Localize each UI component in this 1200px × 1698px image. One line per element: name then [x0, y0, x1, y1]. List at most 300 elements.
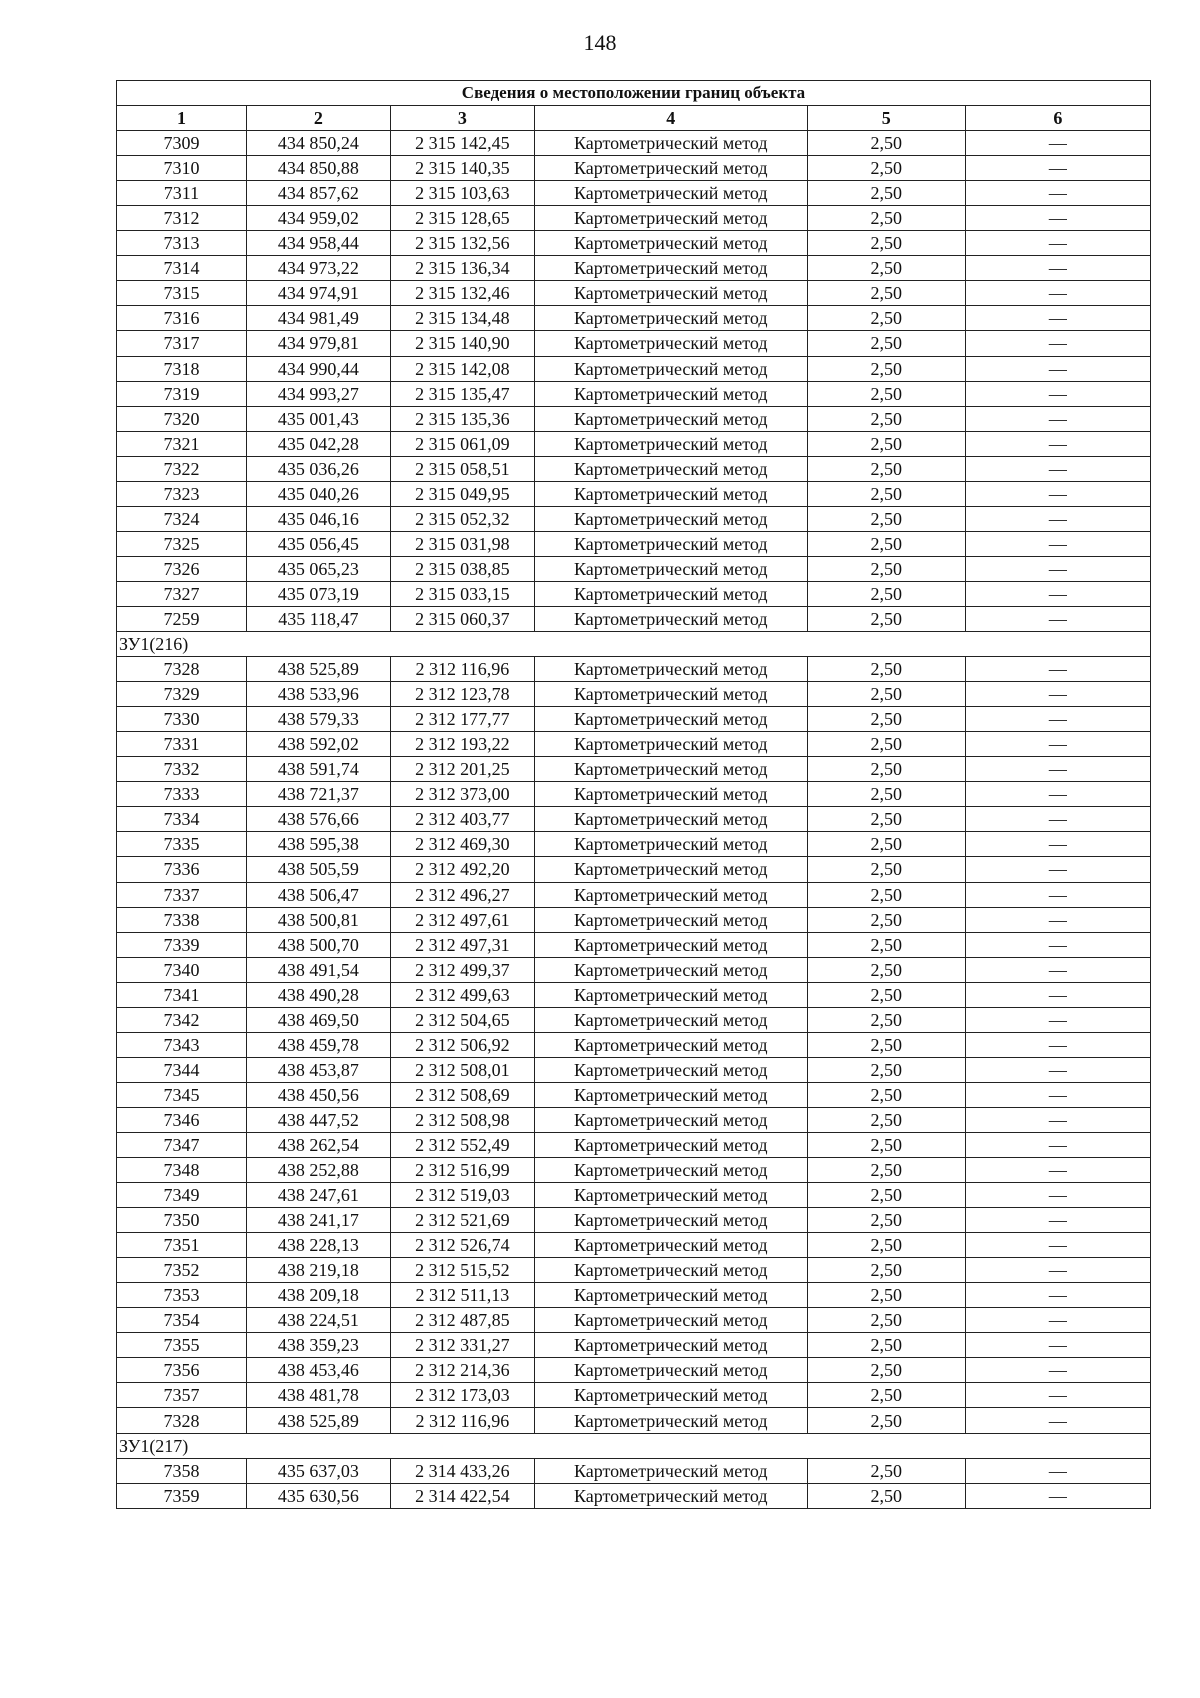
coordinate-y-cell: 2 312 511,13: [390, 1283, 534, 1308]
note-cell: —: [965, 131, 1150, 156]
accuracy-cell: 2,50: [807, 1158, 965, 1183]
table-row: [117, 131, 1151, 156]
accuracy-cell: 2,50: [807, 506, 965, 531]
table-row: [117, 932, 1151, 957]
method-cell: Картометрический метод: [534, 331, 807, 356]
method-cell: Картометрический метод: [534, 1358, 807, 1383]
coordinate-x-cell: 434 959,02: [246, 206, 390, 231]
coordinate-x-cell: 438 505,59: [246, 857, 390, 882]
coordinate-x-cell: 438 450,56: [246, 1082, 390, 1107]
method-cell: Картометрический метод: [534, 406, 807, 431]
coordinate-x-cell: 438 592,02: [246, 732, 390, 757]
table-row: [117, 1032, 1151, 1057]
point-number-cell: 7358: [117, 1458, 247, 1483]
table-row: [117, 1483, 1151, 1508]
coordinate-y-cell: 2 314 433,26: [390, 1458, 534, 1483]
note-cell: —: [965, 1057, 1150, 1082]
table-row: [117, 1057, 1151, 1082]
coordinate-y-cell: 2 315 128,65: [390, 206, 534, 231]
coordinate-y-cell: 2 315 132,56: [390, 231, 534, 256]
method-cell: Картометрический метод: [534, 782, 807, 807]
note-cell: —: [965, 1383, 1150, 1408]
coordinate-y-cell: 2 312 526,74: [390, 1233, 534, 1258]
coordinate-x-cell: 438 453,46: [246, 1358, 390, 1383]
section-header-row: [117, 632, 1151, 657]
table-row: [117, 331, 1151, 356]
coordinate-y-cell: 2 312 403,77: [390, 807, 534, 832]
note-cell: —: [965, 1258, 1150, 1283]
point-number-cell: 7323: [117, 481, 247, 506]
point-number-cell: 7345: [117, 1082, 247, 1107]
accuracy-cell: 2,50: [807, 231, 965, 256]
table-row: [117, 1358, 1151, 1383]
method-cell: Картометрический метод: [534, 1333, 807, 1358]
accuracy-cell: 2,50: [807, 1082, 965, 1107]
point-number-cell: 7349: [117, 1183, 247, 1208]
point-number-cell: 7346: [117, 1107, 247, 1132]
table-row: [117, 481, 1151, 506]
note-cell: —: [965, 456, 1150, 481]
table-row: [117, 782, 1151, 807]
point-number-cell: 7328: [117, 1408, 247, 1433]
accuracy-cell: 2,50: [807, 1233, 965, 1258]
coordinate-x-cell: 434 993,27: [246, 381, 390, 406]
table-caption-row: [117, 81, 1151, 106]
accuracy-cell: 2,50: [807, 556, 965, 581]
table-row: [117, 1183, 1151, 1208]
table-row: [117, 807, 1151, 832]
point-number-cell: 7344: [117, 1057, 247, 1082]
table-row: [117, 606, 1151, 631]
note-cell: —: [965, 1308, 1150, 1333]
coordinate-x-cell: 435 630,56: [246, 1483, 390, 1508]
coordinate-y-cell: 2 315 135,47: [390, 381, 534, 406]
point-number-cell: 7335: [117, 832, 247, 857]
coordinate-x-cell: 434 973,22: [246, 256, 390, 281]
accuracy-cell: 2,50: [807, 531, 965, 556]
table-caption: Сведения о местоположении границ объекта: [117, 81, 1151, 106]
table-row: [117, 1408, 1151, 1433]
note-cell: —: [965, 1233, 1150, 1258]
section-label: ЗУ1(216): [117, 632, 1151, 657]
coordinate-x-cell: 438 359,23: [246, 1333, 390, 1358]
column-number: 1: [117, 106, 247, 131]
table-row: [117, 907, 1151, 932]
coordinate-y-cell: 2 312 506,92: [390, 1032, 534, 1057]
table-row: [117, 506, 1151, 531]
coordinate-x-cell: 438 500,81: [246, 907, 390, 932]
note-cell: —: [965, 606, 1150, 631]
method-cell: Картометрический метод: [534, 356, 807, 381]
point-number-cell: 7336: [117, 857, 247, 882]
point-number-cell: 7354: [117, 1308, 247, 1333]
coordinate-y-cell: 2 312 508,01: [390, 1057, 534, 1082]
accuracy-cell: 2,50: [807, 732, 965, 757]
method-cell: Картометрический метод: [534, 1458, 807, 1483]
table-row: [117, 982, 1151, 1007]
accuracy-cell: 2,50: [807, 1208, 965, 1233]
accuracy-cell: 2,50: [807, 206, 965, 231]
coordinate-y-cell: 2 315 103,63: [390, 181, 534, 206]
method-cell: Картометрический метод: [534, 1233, 807, 1258]
point-number-cell: 7359: [117, 1483, 247, 1508]
coordinate-y-cell: 2 315 033,15: [390, 581, 534, 606]
coordinate-y-cell: 2 312 499,37: [390, 957, 534, 982]
note-cell: —: [965, 431, 1150, 456]
coordinate-y-cell: 2 312 496,27: [390, 882, 534, 907]
coordinate-x-cell: 434 974,91: [246, 281, 390, 306]
table-row: [117, 957, 1151, 982]
note-cell: —: [965, 356, 1150, 381]
table-row: [117, 682, 1151, 707]
point-number-cell: 7357: [117, 1383, 247, 1408]
method-cell: Картометрический метод: [534, 506, 807, 531]
accuracy-cell: 2,50: [807, 857, 965, 882]
note-cell: —: [965, 757, 1150, 782]
point-number-cell: 7314: [117, 256, 247, 281]
coordinate-y-cell: 2 315 049,95: [390, 481, 534, 506]
method-cell: Картометрический метод: [534, 531, 807, 556]
coordinate-y-cell: 2 312 177,77: [390, 707, 534, 732]
coordinate-y-cell: 2 312 508,69: [390, 1082, 534, 1107]
method-cell: Картометрический метод: [534, 181, 807, 206]
point-number-cell: 7316: [117, 306, 247, 331]
accuracy-cell: 2,50: [807, 1057, 965, 1082]
note-cell: —: [965, 1107, 1150, 1132]
point-number-cell: 7341: [117, 982, 247, 1007]
coordinate-y-cell: 2 312 173,03: [390, 1383, 534, 1408]
accuracy-cell: 2,50: [807, 281, 965, 306]
method-cell: Картометрический метод: [534, 707, 807, 732]
note-cell: —: [965, 1458, 1150, 1483]
method-cell: Картометрический метод: [534, 581, 807, 606]
coordinate-y-cell: 2 312 487,85: [390, 1308, 534, 1333]
table-row: [117, 231, 1151, 256]
coordinate-x-cell: 434 981,49: [246, 306, 390, 331]
method-cell: Картометрический метод: [534, 982, 807, 1007]
coordinate-y-cell: 2 312 516,99: [390, 1158, 534, 1183]
note-cell: —: [965, 331, 1150, 356]
note-cell: —: [965, 782, 1150, 807]
table-row: [117, 181, 1151, 206]
method-cell: Картометрический метод: [534, 932, 807, 957]
coordinate-y-cell: 2 312 331,27: [390, 1333, 534, 1358]
table-row: [117, 456, 1151, 481]
note-cell: —: [965, 1333, 1150, 1358]
coordinate-y-cell: 2 315 038,85: [390, 556, 534, 581]
method-cell: Картометрический метод: [534, 1283, 807, 1308]
section-header-row: [117, 1433, 1151, 1458]
table-row: [117, 1233, 1151, 1258]
method-cell: Картометрический метод: [534, 1408, 807, 1433]
table-row: [117, 1333, 1151, 1358]
coordinate-x-cell: 438 453,87: [246, 1057, 390, 1082]
table-row: [117, 857, 1151, 882]
method-cell: Картометрический метод: [534, 1208, 807, 1233]
accuracy-cell: 2,50: [807, 982, 965, 1007]
method-cell: Картометрический метод: [534, 1383, 807, 1408]
coordinate-x-cell: 434 958,44: [246, 231, 390, 256]
point-number-cell: 7309: [117, 131, 247, 156]
coordinate-y-cell: 2 312 499,63: [390, 982, 534, 1007]
note-cell: —: [965, 1158, 1150, 1183]
accuracy-cell: 2,50: [807, 1408, 965, 1433]
accuracy-cell: 2,50: [807, 1007, 965, 1032]
accuracy-cell: 2,50: [807, 657, 965, 682]
note-cell: —: [965, 406, 1150, 431]
column-number: 2: [246, 106, 390, 131]
point-number-cell: 7329: [117, 682, 247, 707]
table-row: [117, 732, 1151, 757]
point-number-cell: 7340: [117, 957, 247, 982]
coordinate-y-cell: 2 315 140,90: [390, 331, 534, 356]
coordinate-y-cell: 2 315 142,08: [390, 356, 534, 381]
point-number-cell: 7338: [117, 907, 247, 932]
note-cell: —: [965, 1032, 1150, 1057]
method-cell: Картометрический метод: [534, 1032, 807, 1057]
accuracy-cell: 2,50: [807, 1483, 965, 1508]
coordinate-y-cell: 2 315 140,35: [390, 156, 534, 181]
method-cell: Картометрический метод: [534, 1082, 807, 1107]
method-cell: Картометрический метод: [534, 1158, 807, 1183]
column-number-row: [117, 106, 1151, 131]
coordinate-x-cell: 438 490,28: [246, 982, 390, 1007]
point-number-cell: 7343: [117, 1032, 247, 1057]
coordinate-y-cell: 2 312 497,31: [390, 932, 534, 957]
table-row: [117, 156, 1151, 181]
coordinate-y-cell: 2 315 142,45: [390, 131, 534, 156]
boundary-coordinates-table: [116, 80, 1151, 1509]
coordinate-y-cell: 2 312 519,03: [390, 1183, 534, 1208]
note-cell: —: [965, 907, 1150, 932]
accuracy-cell: 2,50: [807, 1107, 965, 1132]
point-number-cell: 7313: [117, 231, 247, 256]
accuracy-cell: 2,50: [807, 932, 965, 957]
note-cell: —: [965, 306, 1150, 331]
coordinate-x-cell: 434 850,24: [246, 131, 390, 156]
coordinate-x-cell: 435 073,19: [246, 581, 390, 606]
coordinate-x-cell: 438 579,33: [246, 707, 390, 732]
accuracy-cell: 2,50: [807, 832, 965, 857]
coordinate-y-cell: 2 312 515,52: [390, 1258, 534, 1283]
accuracy-cell: 2,50: [807, 1183, 965, 1208]
table-row: [117, 1308, 1151, 1333]
coordinate-y-cell: 2 312 116,96: [390, 1408, 534, 1433]
coordinate-y-cell: 2 312 497,61: [390, 907, 534, 932]
coordinate-y-cell: 2 312 521,69: [390, 1208, 534, 1233]
table-row: [117, 306, 1151, 331]
table-row: [117, 1107, 1151, 1132]
coordinate-y-cell: 2 312 492,20: [390, 857, 534, 882]
coordinate-x-cell: 435 042,28: [246, 431, 390, 456]
accuracy-cell: 2,50: [807, 1032, 965, 1057]
coordinate-y-cell: 2 315 052,32: [390, 506, 534, 531]
accuracy-cell: 2,50: [807, 1333, 965, 1358]
coordinate-x-cell: 438 209,18: [246, 1283, 390, 1308]
section-label: ЗУ1(217): [117, 1433, 1151, 1458]
note-cell: —: [965, 1082, 1150, 1107]
coordinate-x-cell: 438 721,37: [246, 782, 390, 807]
note-cell: —: [965, 1483, 1150, 1508]
note-cell: —: [965, 932, 1150, 957]
coordinate-y-cell: 2 312 201,25: [390, 757, 534, 782]
page-number: 148: [583, 30, 617, 55]
accuracy-cell: 2,50: [807, 957, 965, 982]
coordinate-y-cell: 2 312 123,78: [390, 682, 534, 707]
coordinate-y-cell: 2 312 214,36: [390, 1358, 534, 1383]
column-number: 5: [807, 106, 965, 131]
accuracy-cell: 2,50: [807, 1358, 965, 1383]
accuracy-cell: 2,50: [807, 381, 965, 406]
method-cell: Картометрический метод: [534, 1308, 807, 1333]
method-cell: Картометрический метод: [534, 456, 807, 481]
note-cell: —: [965, 181, 1150, 206]
point-number-cell: 7326: [117, 556, 247, 581]
note-cell: —: [965, 1358, 1150, 1383]
table-row: [117, 1458, 1151, 1483]
point-number-cell: 7347: [117, 1132, 247, 1157]
accuracy-cell: 2,50: [807, 782, 965, 807]
table-row: [117, 556, 1151, 581]
table-row: [117, 256, 1151, 281]
point-number-cell: 7318: [117, 356, 247, 381]
method-cell: Картометрический метод: [534, 1132, 807, 1157]
method-cell: Картометрический метод: [534, 381, 807, 406]
point-number-cell: 7310: [117, 156, 247, 181]
table-row: [117, 581, 1151, 606]
accuracy-cell: 2,50: [807, 431, 965, 456]
table-row: [117, 1082, 1151, 1107]
method-cell: Картометрический метод: [534, 732, 807, 757]
coordinate-x-cell: 438 459,78: [246, 1032, 390, 1057]
accuracy-cell: 2,50: [807, 707, 965, 732]
method-cell: Картометрический метод: [534, 131, 807, 156]
coordinate-y-cell: 2 314 422,54: [390, 1483, 534, 1508]
coordinate-y-cell: 2 315 060,37: [390, 606, 534, 631]
method-cell: Картометрический метод: [534, 882, 807, 907]
point-number-cell: 7352: [117, 1258, 247, 1283]
accuracy-cell: 2,50: [807, 456, 965, 481]
note-cell: —: [965, 982, 1150, 1007]
point-number-cell: 7342: [117, 1007, 247, 1032]
method-cell: Картометрический метод: [534, 606, 807, 631]
table-row: [117, 1208, 1151, 1233]
coordinate-x-cell: 435 001,43: [246, 406, 390, 431]
point-number-cell: 7311: [117, 181, 247, 206]
accuracy-cell: 2,50: [807, 331, 965, 356]
method-cell: Картометрический метод: [534, 306, 807, 331]
note-cell: —: [965, 381, 1150, 406]
accuracy-cell: 2,50: [807, 682, 965, 707]
column-number: 6: [965, 106, 1150, 131]
point-number-cell: 7327: [117, 581, 247, 606]
accuracy-cell: 2,50: [807, 907, 965, 932]
accuracy-cell: 2,50: [807, 256, 965, 281]
method-cell: Картометрический метод: [534, 1183, 807, 1208]
accuracy-cell: 2,50: [807, 1308, 965, 1333]
accuracy-cell: 2,50: [807, 1258, 965, 1283]
coordinate-x-cell: 434 850,88: [246, 156, 390, 181]
coordinate-x-cell: 435 040,26: [246, 481, 390, 506]
coordinate-x-cell: 438 591,74: [246, 757, 390, 782]
coordinate-y-cell: 2 312 193,22: [390, 732, 534, 757]
method-cell: Картометрический метод: [534, 1057, 807, 1082]
coordinate-x-cell: 438 262,54: [246, 1132, 390, 1157]
note-cell: —: [965, 832, 1150, 857]
note-cell: —: [965, 957, 1150, 982]
coordinate-x-cell: 435 065,23: [246, 556, 390, 581]
point-number-cell: 7356: [117, 1358, 247, 1383]
coordinate-x-cell: 435 118,47: [246, 606, 390, 631]
point-number-cell: 7315: [117, 281, 247, 306]
point-number-cell: 7330: [117, 707, 247, 732]
coordinate-y-cell: 2 315 058,51: [390, 456, 534, 481]
point-number-cell: 7339: [117, 932, 247, 957]
accuracy-cell: 2,50: [807, 1458, 965, 1483]
note-cell: —: [965, 1208, 1150, 1233]
coordinate-x-cell: 438 533,96: [246, 682, 390, 707]
coordinate-x-cell: 434 857,62: [246, 181, 390, 206]
boundary-table-container: [116, 80, 1151, 1509]
coordinate-x-cell: 434 979,81: [246, 331, 390, 356]
table-row: [117, 657, 1151, 682]
coordinate-x-cell: 438 481,78: [246, 1383, 390, 1408]
accuracy-cell: 2,50: [807, 406, 965, 431]
note-cell: —: [965, 882, 1150, 907]
note-cell: —: [965, 231, 1150, 256]
table-row: [117, 1132, 1151, 1157]
coordinate-y-cell: 2 312 504,65: [390, 1007, 534, 1032]
note-cell: —: [965, 1132, 1150, 1157]
accuracy-cell: 2,50: [807, 807, 965, 832]
method-cell: Картометрический метод: [534, 857, 807, 882]
coordinate-x-cell: 438 241,17: [246, 1208, 390, 1233]
note-cell: —: [965, 1408, 1150, 1433]
coordinate-y-cell: 2 315 031,98: [390, 531, 534, 556]
coordinate-x-cell: 438 500,70: [246, 932, 390, 957]
note-cell: —: [965, 256, 1150, 281]
point-number-cell: 7331: [117, 732, 247, 757]
note-cell: —: [965, 156, 1150, 181]
method-cell: Картометрический метод: [534, 1107, 807, 1132]
note-cell: —: [965, 732, 1150, 757]
coordinate-x-cell: 438 525,89: [246, 657, 390, 682]
note-cell: —: [965, 682, 1150, 707]
coordinate-x-cell: 438 247,61: [246, 1183, 390, 1208]
point-number-cell: 7350: [117, 1208, 247, 1233]
coordinate-x-cell: 435 637,03: [246, 1458, 390, 1483]
accuracy-cell: 2,50: [807, 1383, 965, 1408]
coordinate-y-cell: 2 315 061,09: [390, 431, 534, 456]
note-cell: —: [965, 581, 1150, 606]
table-row: [117, 406, 1151, 431]
coordinate-y-cell: 2 315 136,34: [390, 256, 534, 281]
point-number-cell: 7328: [117, 657, 247, 682]
accuracy-cell: 2,50: [807, 131, 965, 156]
coordinate-x-cell: 434 990,44: [246, 356, 390, 381]
accuracy-cell: 2,50: [807, 306, 965, 331]
point-number-cell: 7324: [117, 506, 247, 531]
point-number-cell: 7337: [117, 882, 247, 907]
coordinate-y-cell: 2 312 552,49: [390, 1132, 534, 1157]
method-cell: Картометрический метод: [534, 231, 807, 256]
point-number-cell: 7321: [117, 431, 247, 456]
point-number-cell: 7351: [117, 1233, 247, 1258]
coordinate-x-cell: 438 576,66: [246, 807, 390, 832]
coordinate-x-cell: 435 056,45: [246, 531, 390, 556]
coordinate-x-cell: 438 595,38: [246, 832, 390, 857]
method-cell: Картометрический метод: [534, 256, 807, 281]
